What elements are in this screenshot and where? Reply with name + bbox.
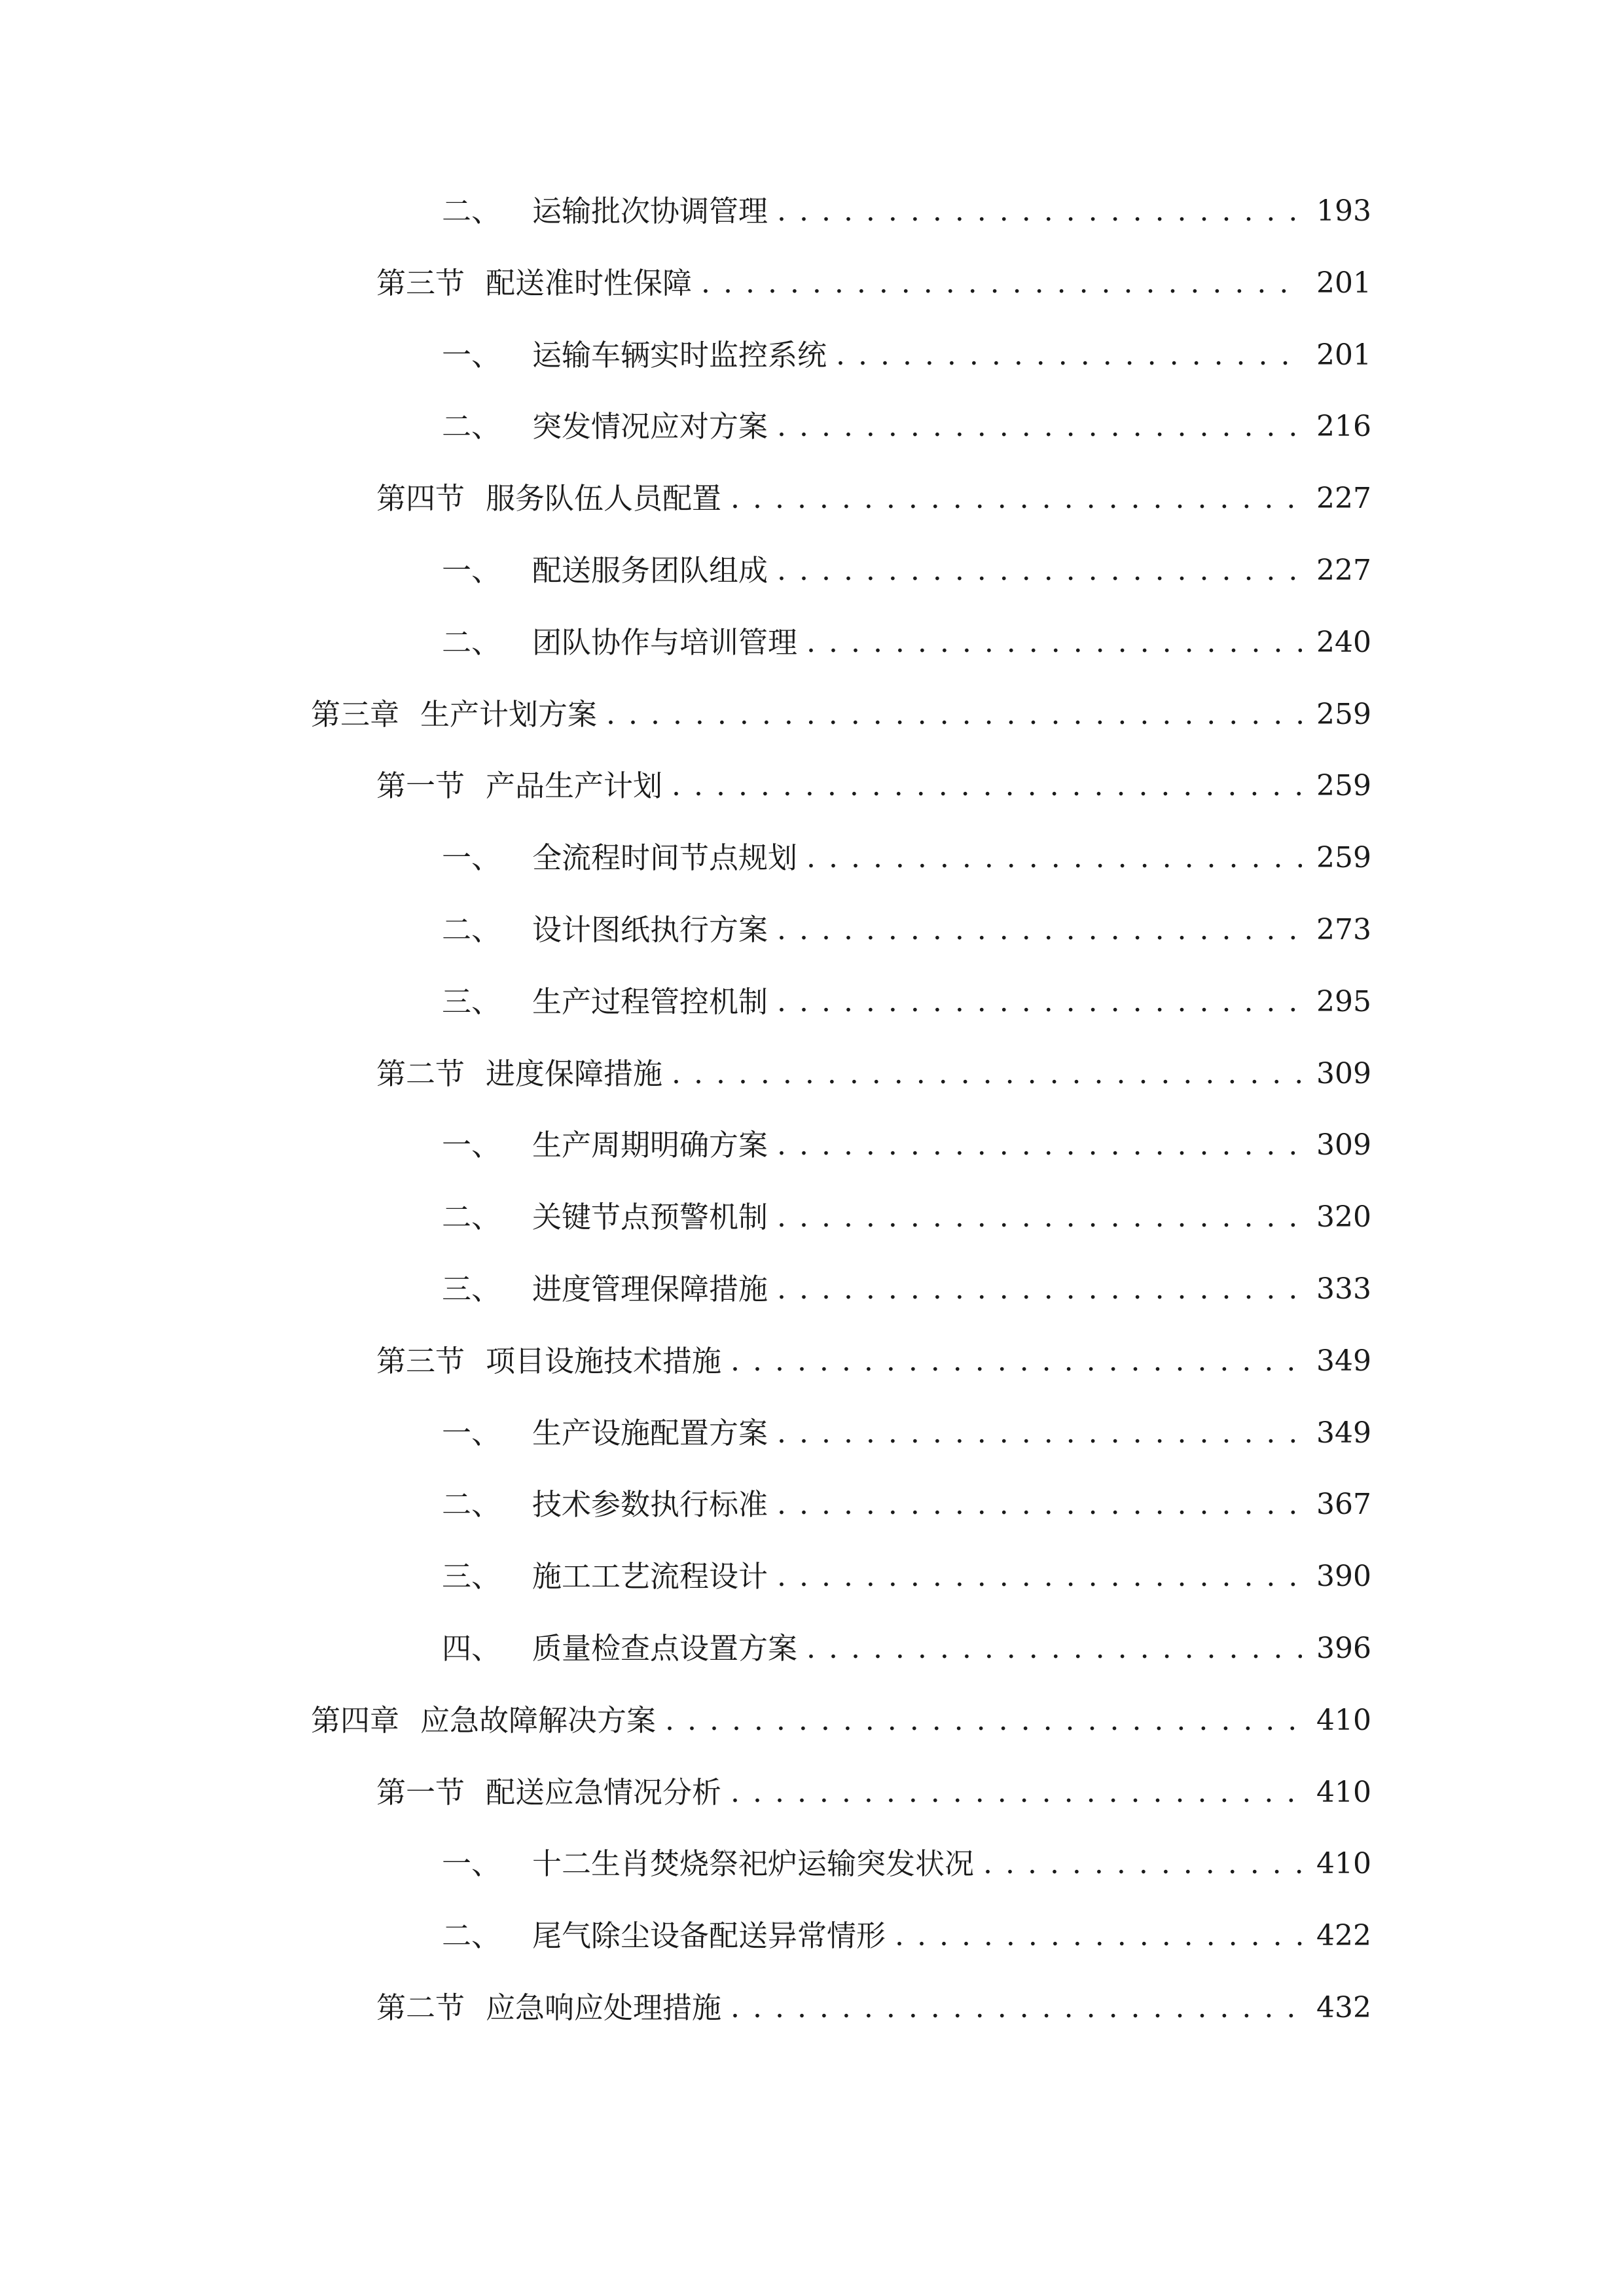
toc-entry-number: 第二节 bbox=[376, 1990, 465, 2025]
toc-entry-title: 产品生产计划 bbox=[486, 768, 663, 804]
toc-entry-title: 服务队伍人员配置 bbox=[486, 481, 722, 516]
toc-entry-page-number: 227 bbox=[1316, 554, 1371, 587]
toc-dot-leader bbox=[665, 1695, 1302, 1747]
toc-dot-leader bbox=[777, 545, 1302, 597]
toc-entry-title: 设计图纸执行方案 bbox=[532, 912, 768, 947]
toc-dot-leader bbox=[777, 1263, 1302, 1316]
toc-entry-page-number: 410 bbox=[1316, 1847, 1371, 1881]
toc-dot-leader bbox=[777, 904, 1302, 956]
toc-entry[interactable] bbox=[0, 473, 1624, 525]
toc-dot-leader bbox=[806, 832, 1302, 884]
toc-entry[interactable] bbox=[0, 1910, 1624, 1962]
toc-dot-leader bbox=[731, 1767, 1302, 1819]
toc-dot-leader bbox=[731, 473, 1302, 525]
toc-entry-page-number: 273 bbox=[1316, 913, 1371, 946]
toc-entry[interactable] bbox=[0, 1048, 1624, 1100]
toc-entry-title: 团队协作与培训管理 bbox=[532, 624, 798, 660]
toc-dot-leader bbox=[806, 1623, 1302, 1675]
toc-entry-title: 进度保障措施 bbox=[486, 1056, 663, 1091]
toc-entry-title: 生产设施配置方案 bbox=[532, 1415, 768, 1450]
toc-entry-number: 第三节 bbox=[376, 265, 465, 300]
toc-entry-number: 二、 bbox=[442, 912, 501, 947]
toc-dot-leader bbox=[777, 1191, 1302, 1244]
toc-entry-page-number: 193 bbox=[1316, 194, 1371, 228]
toc-entry-number: 二、 bbox=[442, 409, 501, 444]
toc-entry-title: 进度管理保障措施 bbox=[532, 1272, 768, 1306]
toc-entry[interactable] bbox=[0, 760, 1624, 812]
toc-entry-page-number: 201 bbox=[1316, 266, 1371, 300]
toc-entry-title: 突发情况应对方案 bbox=[532, 409, 768, 444]
toc-entry-page-number: 432 bbox=[1316, 1991, 1371, 2024]
toc-dot-leader bbox=[606, 689, 1302, 741]
toc-dot-leader bbox=[731, 1335, 1302, 1388]
toc-entry-title: 生产过程管控机制 bbox=[532, 984, 768, 1019]
toc-dot-leader bbox=[777, 1551, 1302, 1603]
toc-entry-page-number: 349 bbox=[1316, 1416, 1371, 1450]
toc-entry-title: 配送服务团队组成 bbox=[532, 553, 768, 588]
toc-dot-leader bbox=[983, 1838, 1302, 1890]
toc-entry[interactable] bbox=[0, 329, 1624, 382]
toc-entry-number: 一、 bbox=[442, 1128, 501, 1163]
toc-dot-leader bbox=[777, 185, 1302, 238]
toc-entry-title: 应急响应处理措施 bbox=[486, 1990, 722, 2025]
toc-entry-title: 生产周期明确方案 bbox=[532, 1128, 768, 1163]
toc-entry-number: 四、 bbox=[442, 1631, 501, 1666]
toc-entry-title: 施工工艺流程设计 bbox=[532, 1559, 768, 1594]
toc-entry[interactable] bbox=[0, 1982, 1624, 2034]
toc-entry-title: 应急故障解决方案 bbox=[420, 1702, 657, 1738]
toc-entry-page-number: 320 bbox=[1316, 1200, 1371, 1234]
toc-entry-page-number: 309 bbox=[1316, 1056, 1371, 1090]
toc-entry-title: 全流程时间节点规划 bbox=[532, 840, 798, 876]
toc-entry-title: 生产计划方案 bbox=[420, 696, 598, 732]
toc-entry-number: 三、 bbox=[442, 1272, 501, 1306]
toc-entry[interactable] bbox=[0, 689, 1624, 741]
toc-entry-page-number: 216 bbox=[1316, 410, 1371, 444]
toc-entry[interactable] bbox=[0, 904, 1624, 956]
toc-entry-page-number: 309 bbox=[1316, 1128, 1371, 1162]
toc-entry-number: 一、 bbox=[442, 553, 501, 588]
toc-entry[interactable] bbox=[0, 1623, 1624, 1675]
toc-entry[interactable] bbox=[0, 1551, 1624, 1603]
toc-entry-title: 运输车辆实时监控系统 bbox=[532, 337, 827, 372]
toc-entry-title: 配送准时性保障 bbox=[486, 265, 693, 300]
toc-entry-page-number: 259 bbox=[1316, 841, 1371, 875]
toc-entry[interactable] bbox=[0, 185, 1624, 238]
toc-entry-number: 第四章 bbox=[311, 1702, 400, 1738]
toc-entry-page-number: 259 bbox=[1316, 697, 1371, 731]
toc-entry-title: 质量检查点设置方案 bbox=[532, 1631, 798, 1666]
toc-entry[interactable] bbox=[0, 832, 1624, 884]
toc-entry-number: 二、 bbox=[442, 1918, 501, 1954]
toc-entry[interactable] bbox=[0, 401, 1624, 453]
toc-entry-page-number: 333 bbox=[1316, 1272, 1371, 1306]
toc-dot-leader bbox=[672, 1048, 1302, 1100]
toc-entry-page-number: 201 bbox=[1316, 338, 1371, 372]
toc-dot-leader bbox=[836, 329, 1302, 382]
toc-entry[interactable] bbox=[0, 1191, 1624, 1244]
toc-entry-title: 尾气除尘设备配送异常情形 bbox=[532, 1918, 886, 1954]
toc-entry-page-number: 396 bbox=[1316, 1632, 1371, 1665]
toc-entry[interactable] bbox=[0, 976, 1624, 1028]
toc-entry[interactable] bbox=[0, 257, 1624, 310]
toc-entry-number: 三、 bbox=[442, 1559, 501, 1594]
toc-entry-number: 二、 bbox=[442, 1487, 501, 1522]
toc-entry[interactable] bbox=[0, 1407, 1624, 1460]
toc-entry[interactable] bbox=[0, 1767, 1624, 1819]
toc-entry[interactable] bbox=[0, 1263, 1624, 1316]
toc-entry-title: 配送应急情况分析 bbox=[486, 1774, 722, 1810]
toc-entry-page-number: 390 bbox=[1316, 1560, 1371, 1594]
toc-entry-number: 一、 bbox=[442, 1415, 501, 1450]
toc-dot-leader bbox=[806, 617, 1302, 669]
toc-entry-number: 一、 bbox=[442, 1846, 501, 1882]
toc-dot-leader bbox=[777, 401, 1302, 453]
toc-entry-number: 第三节 bbox=[376, 1343, 465, 1378]
toc-entry-page-number: 295 bbox=[1316, 984, 1371, 1018]
toc-entry-page-number: 349 bbox=[1316, 1344, 1371, 1378]
toc-dot-leader bbox=[895, 1910, 1302, 1962]
toc-entry-number: 第一节 bbox=[376, 1774, 465, 1810]
toc-entry-title: 运输批次协调管理 bbox=[532, 194, 768, 228]
toc-entry-number: 二、 bbox=[442, 194, 501, 228]
toc-entry-title: 技术参数执行标准 bbox=[532, 1487, 768, 1522]
toc-dot-leader bbox=[701, 257, 1302, 310]
toc-entry-title: 十二生肖焚烧祭祀炉运输突发状况 bbox=[532, 1846, 975, 1882]
toc-entry-page-number: 422 bbox=[1316, 1919, 1371, 1953]
toc-entry-title: 项目设施技术措施 bbox=[486, 1343, 722, 1378]
toc-entry-number: 一、 bbox=[442, 337, 501, 372]
toc-entry-page-number: 227 bbox=[1316, 482, 1371, 516]
toc-entry[interactable] bbox=[0, 617, 1624, 669]
toc-entry[interactable] bbox=[0, 1119, 1624, 1172]
toc-entry-page-number: 410 bbox=[1316, 1703, 1371, 1737]
toc-dot-leader bbox=[777, 1119, 1302, 1172]
toc-entry[interactable] bbox=[0, 1335, 1624, 1388]
toc-entry-number: 二、 bbox=[442, 624, 501, 660]
toc-entry-page-number: 259 bbox=[1316, 769, 1371, 803]
toc-dot-leader bbox=[777, 976, 1302, 1028]
toc-entry-number: 第一节 bbox=[376, 768, 465, 804]
toc-entry-number: 第四节 bbox=[376, 481, 465, 516]
toc-entry-page-number: 410 bbox=[1316, 1775, 1371, 1809]
toc-entry-page-number: 367 bbox=[1316, 1488, 1371, 1522]
toc-entry[interactable] bbox=[0, 1479, 1624, 1531]
toc-entry-title: 关键节点预警机制 bbox=[532, 1200, 768, 1235]
toc-entry[interactable] bbox=[0, 1838, 1624, 1890]
toc-entry-number: 三、 bbox=[442, 984, 501, 1019]
toc-entry[interactable] bbox=[0, 545, 1624, 597]
toc-entry-number: 一、 bbox=[442, 840, 501, 876]
toc-entry[interactable] bbox=[0, 1695, 1624, 1747]
toc-dot-leader bbox=[777, 1407, 1302, 1460]
toc-dot-leader bbox=[731, 1982, 1302, 2034]
toc-entry-number: 第二节 bbox=[376, 1056, 465, 1091]
toc-dot-leader bbox=[777, 1479, 1302, 1531]
toc-entry-number: 二、 bbox=[442, 1200, 501, 1235]
toc-dot-leader bbox=[672, 760, 1302, 812]
toc-entry-number: 第三章 bbox=[311, 696, 400, 732]
toc-entry-page-number: 240 bbox=[1316, 625, 1371, 659]
